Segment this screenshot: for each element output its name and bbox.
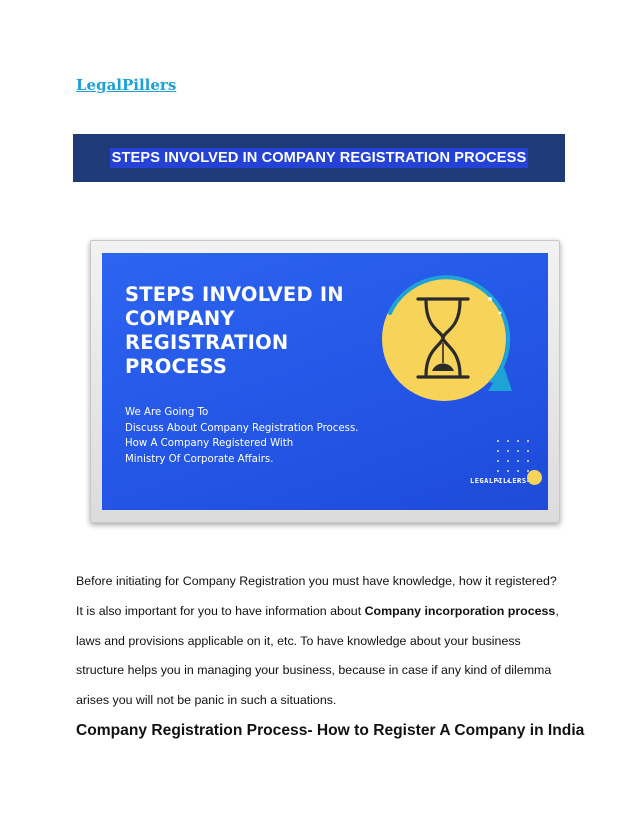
banner-title: STEPS INVOLVED IN COMPANY REGISTRATION PROCESS <box>111 150 527 166</box>
hero-subtitle <box>125 405 425 467</box>
hero-subtitle-line: We Are Going To <box>125 407 209 418</box>
hero-title-line: COMPANY <box>125 307 235 330</box>
hero-title-line: REGISTRATION <box>125 331 289 354</box>
hero-subtitle-line: How A Company Registered With <box>125 438 294 449</box>
paragraph-line <box>76 597 566 627</box>
hourglass-icon <box>372 273 532 413</box>
hero-image <box>102 253 548 510</box>
hero-subtitle-line: Ministry Of Corporate Affairs. <box>125 453 274 465</box>
paragraph-line: arises you will not be panic in such a situations. <box>76 693 337 708</box>
paragraph-text: It is also important for you to have information about <box>76 603 365 618</box>
hero-subtitle-line: Discuss About Company Registration Process. <box>125 422 359 434</box>
paragraph-line: structure helps you in managing your business, because in case if any kind of dilemma <box>76 663 552 678</box>
paragraph-line: laws and provisions applicable on it, etc. To have knowledge about your business <box>76 633 521 648</box>
bold-term: Company incorporation process <box>364 603 556 618</box>
site-name-link[interactable]: LegalPillers <box>76 76 177 94</box>
brand-dot-icon <box>527 470 542 485</box>
hero-image-frame <box>90 240 560 523</box>
intro-paragraph <box>76 567 566 716</box>
section-heading: Company Registration Process- How to Register A Company in India <box>76 722 585 739</box>
title-banner <box>73 134 565 182</box>
paragraph-text: , <box>555 603 559 618</box>
hero-title <box>125 283 385 379</box>
paragraph-line: Before initiating for Company Registration you must have knowledge, how it registered? <box>76 574 557 588</box>
hero-title-line: PROCESS <box>125 355 228 378</box>
hero-title-line: STEPS INVOLVED IN <box>125 283 344 306</box>
hero-brand-logo: LEGALPILLERS <box>470 477 527 485</box>
